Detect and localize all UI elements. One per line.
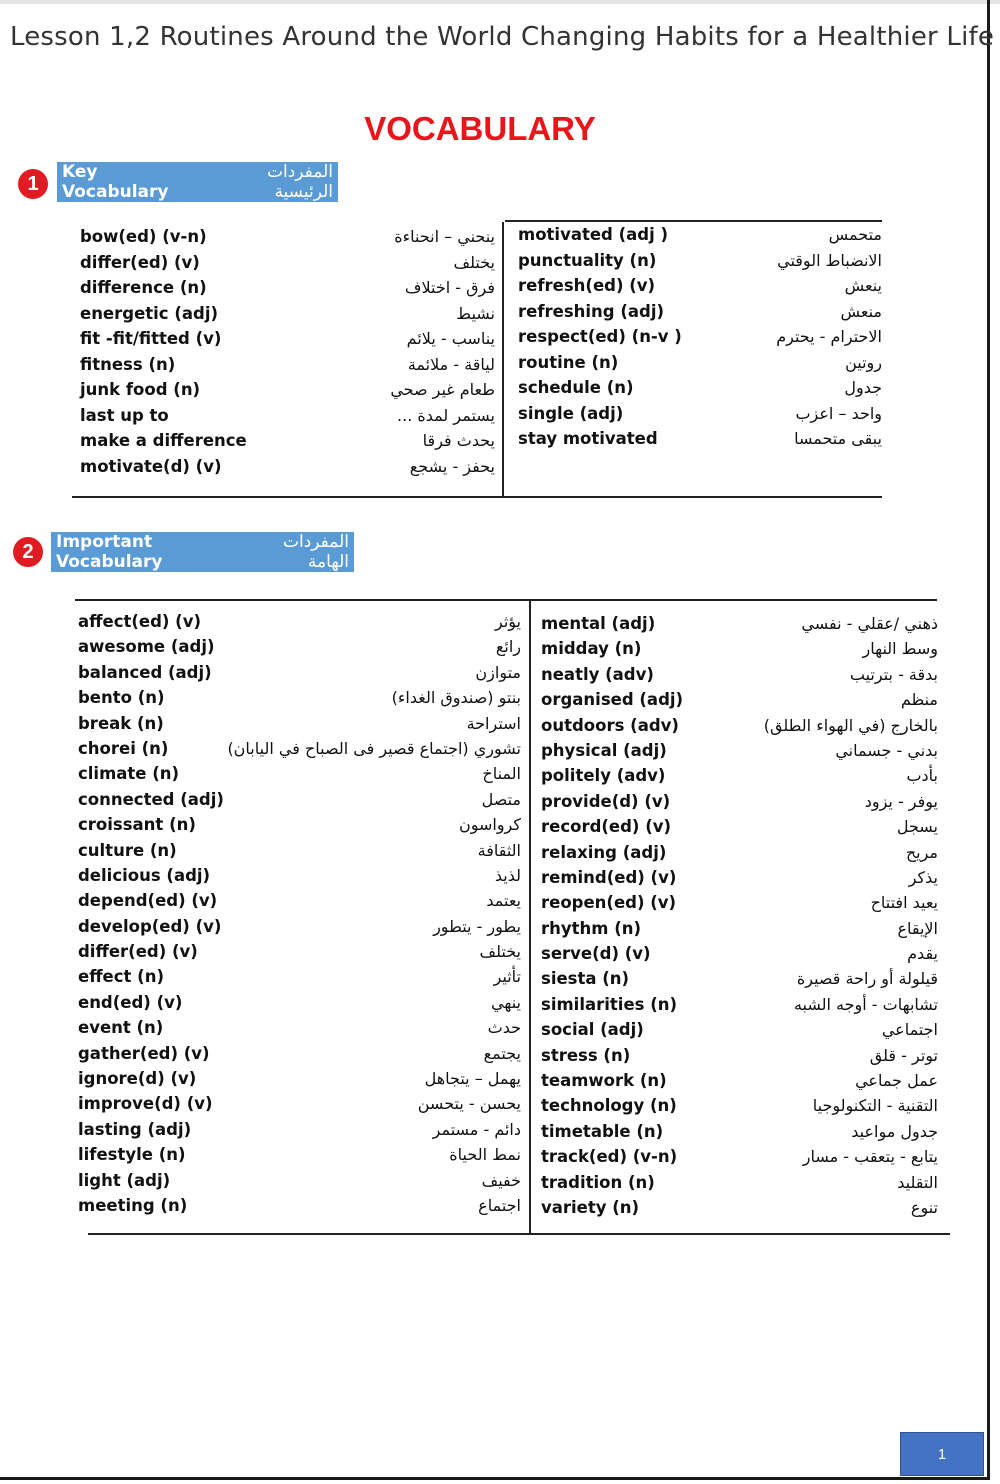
vocab-english: delicious (adj) [78,865,211,885]
vocab-row [541,614,938,639]
vocab-row [541,1122,938,1147]
vocab-english: respect(ed) (n-v ) [518,327,682,346]
vocab-english: break (n) [78,713,164,733]
vocab-arabic: مريح [905,842,938,862]
vocab-row [80,329,495,355]
vocab-english: depend(ed) (v) [78,891,218,911]
vocab-row [80,457,495,483]
vocab-arabic: يقدم [907,944,938,964]
vocab-english: single (adj) [518,403,624,423]
vocab-arabic: منعش [840,301,882,321]
vocab-english: junk food (n) [80,380,201,399]
vocab-row [518,251,882,277]
vocab-row [541,893,938,918]
vocab-english: schedule (n) [518,378,634,397]
vocab-english: motivate(d) (v) [80,456,222,476]
vocab-english: midday (n) [541,639,642,659]
vocab-arabic: ينهي [491,992,521,1012]
vocab-arabic: يستمر لمدة ... [397,405,495,425]
vocab-arabic: يناسب - يلائم [406,329,495,348]
vocab-arabic: كرواسون [458,815,521,835]
vocab-row [78,841,521,866]
vocab-arabic: يحسن - يتحسن [417,1094,521,1114]
vocab-row [541,665,938,690]
vocab-english: lifestyle (n) [78,1145,186,1165]
vocab-english: energetic (adj) [80,303,219,323]
vocab-arabic: تأثير [493,967,521,987]
vocab-arabic: بدني - جسماني [835,740,938,760]
vocab-row [541,792,938,817]
vocab-row [78,637,521,662]
banner-title-ar: المفردات الرئيسية [266,162,333,202]
vocab-row [78,815,521,840]
vocab-arabic: استراحة [466,713,521,733]
vocab-english: gather(ed) (v) [78,1043,210,1063]
vocab-row [518,353,882,379]
vocab-english: neatly (adv) [541,664,654,684]
vocab-english: develop(ed) (v) [78,916,222,936]
vocab-english: event (n) [78,1018,164,1038]
vocab-arabic: تشابهات - أوجه الشبه [793,994,938,1014]
vocab-row [80,406,495,432]
vocab-row [78,917,521,942]
key-table-top-rule [505,220,882,222]
vocab-arabic: رائع [495,637,521,657]
vocab-row [78,1094,521,1119]
vocab-arabic: نمط الحياة [449,1145,521,1165]
vocab-row [541,944,938,969]
vocab-arabic: نشيط [456,303,495,323]
vocab-english: differ(ed) (v) [80,252,200,272]
vocab-arabic: يتابع - يتعقب - مسار [802,1147,938,1167]
vocab-row [78,1044,521,1069]
vocab-english: technology (n) [541,1096,677,1116]
vocab-english: record(ed) (v) [541,817,672,837]
key-table-bottom-rule [72,496,882,498]
vocab-row [518,327,882,353]
vocab-english: teamwork (n) [541,1071,667,1091]
vocab-english: lasting (adj) [78,1119,192,1139]
vocab-arabic: التقليد [897,1172,938,1192]
vocab-row [518,429,882,455]
important-vocab-right-column [541,614,938,1223]
vocab-arabic: دائم - مستمر [432,1119,521,1139]
vocab-row [541,1173,938,1198]
vocab-arabic: متوازن [475,662,521,682]
vocab-english: fit -fit/fitted (v) [80,329,222,348]
vocab-row [78,993,521,1018]
vocab-english: physical (adj) [541,740,667,760]
vocab-english: meeting (n) [78,1195,188,1215]
vocab-arabic: بنتو (صندوق الغداء) [391,688,521,708]
vocab-english: make a difference [80,431,247,450]
vocab-row [78,612,521,637]
vocab-row [80,227,495,253]
vocab-arabic: يختلف [479,942,521,962]
vocab-row [78,688,521,713]
banner-title-ar: المفردات الهامة [282,532,349,572]
vocab-row [78,1171,521,1196]
key-vocab-left-column [80,227,495,482]
vocab-english: bow(ed) (v-n) [80,227,207,246]
vocab-row [541,919,938,944]
vocab-arabic: روتين [845,352,882,372]
vocabulary-heading: VOCABULARY [364,110,596,147]
vocab-row [78,967,521,992]
vocab-arabic: عمل جماعي [855,1071,938,1091]
vocab-row [541,690,938,715]
banner-title-en: Important Vocabulary [56,532,163,572]
vocab-row [541,741,938,766]
vocab-row [78,1196,521,1221]
vocab-arabic: جدول [844,378,882,397]
vocab-arabic: تنوع [910,1197,938,1217]
vocab-row [541,1147,938,1172]
vocab-row [78,1120,521,1145]
vocab-english: organised (adj) [541,690,684,710]
vocab-row [541,995,938,1020]
vocab-english: punctuality (n) [518,250,657,270]
vocab-arabic: بأدب [906,766,938,786]
vocab-english: stress (n) [541,1045,631,1065]
vocab-english: last up to [80,405,169,425]
vocab-row [541,868,938,893]
vocab-arabic: يسجل [896,817,938,837]
vocab-english: awesome (adj) [78,637,215,657]
vocab-row [80,304,495,330]
vocab-row [541,1096,938,1121]
vocab-arabic: اجتماع [478,1195,521,1215]
key-vocab-right-column [518,225,882,455]
vocab-arabic: منظم [900,690,938,710]
vocab-english: reopen(ed) (v) [541,893,677,913]
vocab-english: affect(ed) (v) [78,612,202,631]
important-vocabulary-banner [51,532,354,572]
vocab-row [80,253,495,279]
vocab-english: effect (n) [78,967,164,987]
vocab-english: motivated (adj ) [518,225,669,244]
important-vocab-left-column [78,612,521,1221]
vocab-arabic: يجتمع [483,1043,521,1063]
vocab-row [78,663,521,688]
vocab-arabic: يبقى متحمسا [794,429,882,448]
section-number-badge: 1 [18,169,48,199]
vocab-arabic: الثقافة [477,840,521,860]
vocab-english: refresh(ed) (v) [518,276,656,295]
vocab-arabic: تشوري (اجتماع قصير فى الصباح في اليابان) [227,738,521,758]
vocab-row [541,843,938,868]
vocab-english: tradition (n) [541,1172,655,1192]
vocab-arabic: يعيد افتتاح [870,893,938,913]
vocab-row [518,276,882,302]
vocab-row [518,302,882,328]
vocab-arabic: يحفز - يشجع [409,456,495,476]
vocab-arabic: خفيف [481,1170,521,1190]
vocab-arabic: توتر - قلق [869,1045,938,1065]
vocab-arabic: قيلولة أو راحة قصيرة [796,969,938,989]
vocab-english: variety (n) [541,1197,640,1217]
vocab-row [80,380,495,406]
vocab-english: ignore(d) (v) [78,1069,197,1089]
key-table-divider [502,222,504,498]
vocab-arabic: لذيذ [494,865,521,885]
vocab-row [80,431,495,457]
vocab-row [541,716,938,741]
vocab-row [78,891,521,916]
vocab-arabic: متصل [481,789,521,809]
vocab-english: serve(d) (v) [541,944,651,964]
vocab-english: climate (n) [78,764,180,784]
vocab-arabic: ينحني – انحناءة [394,227,495,246]
vocab-row [80,355,495,381]
vocab-english: balanced (adj) [78,662,212,682]
vocab-english: routine (n) [518,352,619,372]
vocab-english: social (adj) [541,1020,644,1040]
vocab-arabic: بدقة - بترتيب [849,664,938,684]
important-table-top-rule [75,599,937,601]
vocab-english: politely (adv) [541,766,666,786]
vocab-arabic: وسط النهار [862,639,938,659]
vocab-row [541,639,938,664]
vocab-english: remind(ed) (v) [541,867,677,887]
vocab-row [541,817,938,842]
vocab-english: outdoors (adv) [541,715,679,735]
vocab-english: chorei (n) [78,738,169,758]
vocab-row [541,766,938,791]
vocab-row [541,969,938,994]
vocab-arabic: فرق - اختلاف [404,278,495,297]
vocab-english: end(ed) (v) [78,992,183,1012]
vocab-arabic: بالخارج (في الهواء الطلق) [763,715,938,735]
vocab-row [541,1020,938,1045]
vocab-english: connected (adj) [78,789,224,809]
vocab-arabic: يطور - يتطور [433,916,521,936]
vocab-arabic: طعام غير صحي [390,380,495,399]
vocab-row [518,225,882,251]
vocab-arabic: واحد – اعزب [795,403,882,423]
vocab-row [78,1069,521,1094]
vocab-arabic: اجتماعي [881,1020,938,1040]
page-number-box: 1 [900,1432,984,1476]
vocab-arabic: ذهني /عقلي - نفسي [801,614,938,633]
vocab-english: mental (adj) [541,614,656,633]
vocab-english: similarities (n) [541,994,678,1014]
vocab-english: culture (n) [78,840,177,860]
vocab-english: improve(d) (v) [78,1094,213,1114]
vocab-english: differ(ed) (v) [78,942,198,962]
vocab-row [541,1046,938,1071]
vocab-arabic: يذكر [908,867,938,887]
vocab-english: relaxing (adj) [541,842,667,862]
vocab-arabic: يعتمد [486,891,521,911]
vocab-arabic: الاحترام - يحترم [776,327,882,346]
vocab-arabic: لياقة - ملائمة [407,354,495,374]
vocab-arabic: يحدث فرقا [422,431,495,450]
section-number-badge: 2 [13,537,43,567]
vocab-arabic: الانضباط الوقتي [777,250,882,270]
banner-title-en: Key Vocabulary [62,162,169,202]
vocab-arabic: جدول مواعيد [851,1121,938,1141]
vocab-row [78,714,521,739]
vocab-english: timetable (n) [541,1121,664,1141]
vocab-arabic: التقنية - التكنولوجيا [812,1096,938,1116]
vocab-english: light (adj) [78,1170,171,1190]
vocab-english: rhythm (n) [541,918,642,938]
vocab-arabic: المناخ [482,764,521,784]
vocab-arabic: يؤثر [495,612,521,631]
vocab-english: croissant (n) [78,815,196,835]
vocab-arabic: يختلف [453,252,495,272]
vocab-english: fitness (n) [80,354,176,374]
vocab-english: difference (n) [80,278,207,297]
vocab-arabic: يهمل – يتجاهل [424,1069,521,1089]
vocab-row [78,764,521,789]
vocab-arabic: متحمس [828,225,882,244]
vocab-english: track(ed) (v-n) [541,1147,678,1167]
vocab-row [541,1198,938,1223]
vocab-arabic: الإيقاع [897,918,938,938]
vocab-arabic: يوفر - يزود [864,791,938,811]
vocab-row [78,739,521,764]
vocab-row [78,790,521,815]
vocab-english: provide(d) (v) [541,791,671,811]
vocab-row [80,278,495,304]
vocab-row [518,404,882,430]
vocab-row [541,1071,938,1096]
vocab-arabic: ينعش [844,276,882,295]
vocab-arabic: حدث [487,1018,521,1038]
vocab-english: refreshing (adj) [518,301,665,321]
vocab-row [78,942,521,967]
vocab-row [78,866,521,891]
vocab-english: stay motivated [518,429,658,448]
lesson-title: Lesson 1,2 Routines Around the World Changing Habits for a Healthier Life [10,22,995,52]
important-table-bottom-rule [88,1233,950,1235]
vocab-row [78,1145,521,1170]
key-vocabulary-banner [57,162,338,202]
vocab-row [78,1018,521,1043]
vocab-english: siesta (n) [541,969,630,989]
vocab-row [518,378,882,404]
important-table-divider [529,601,531,1233]
vocab-english: bento (n) [78,688,165,708]
